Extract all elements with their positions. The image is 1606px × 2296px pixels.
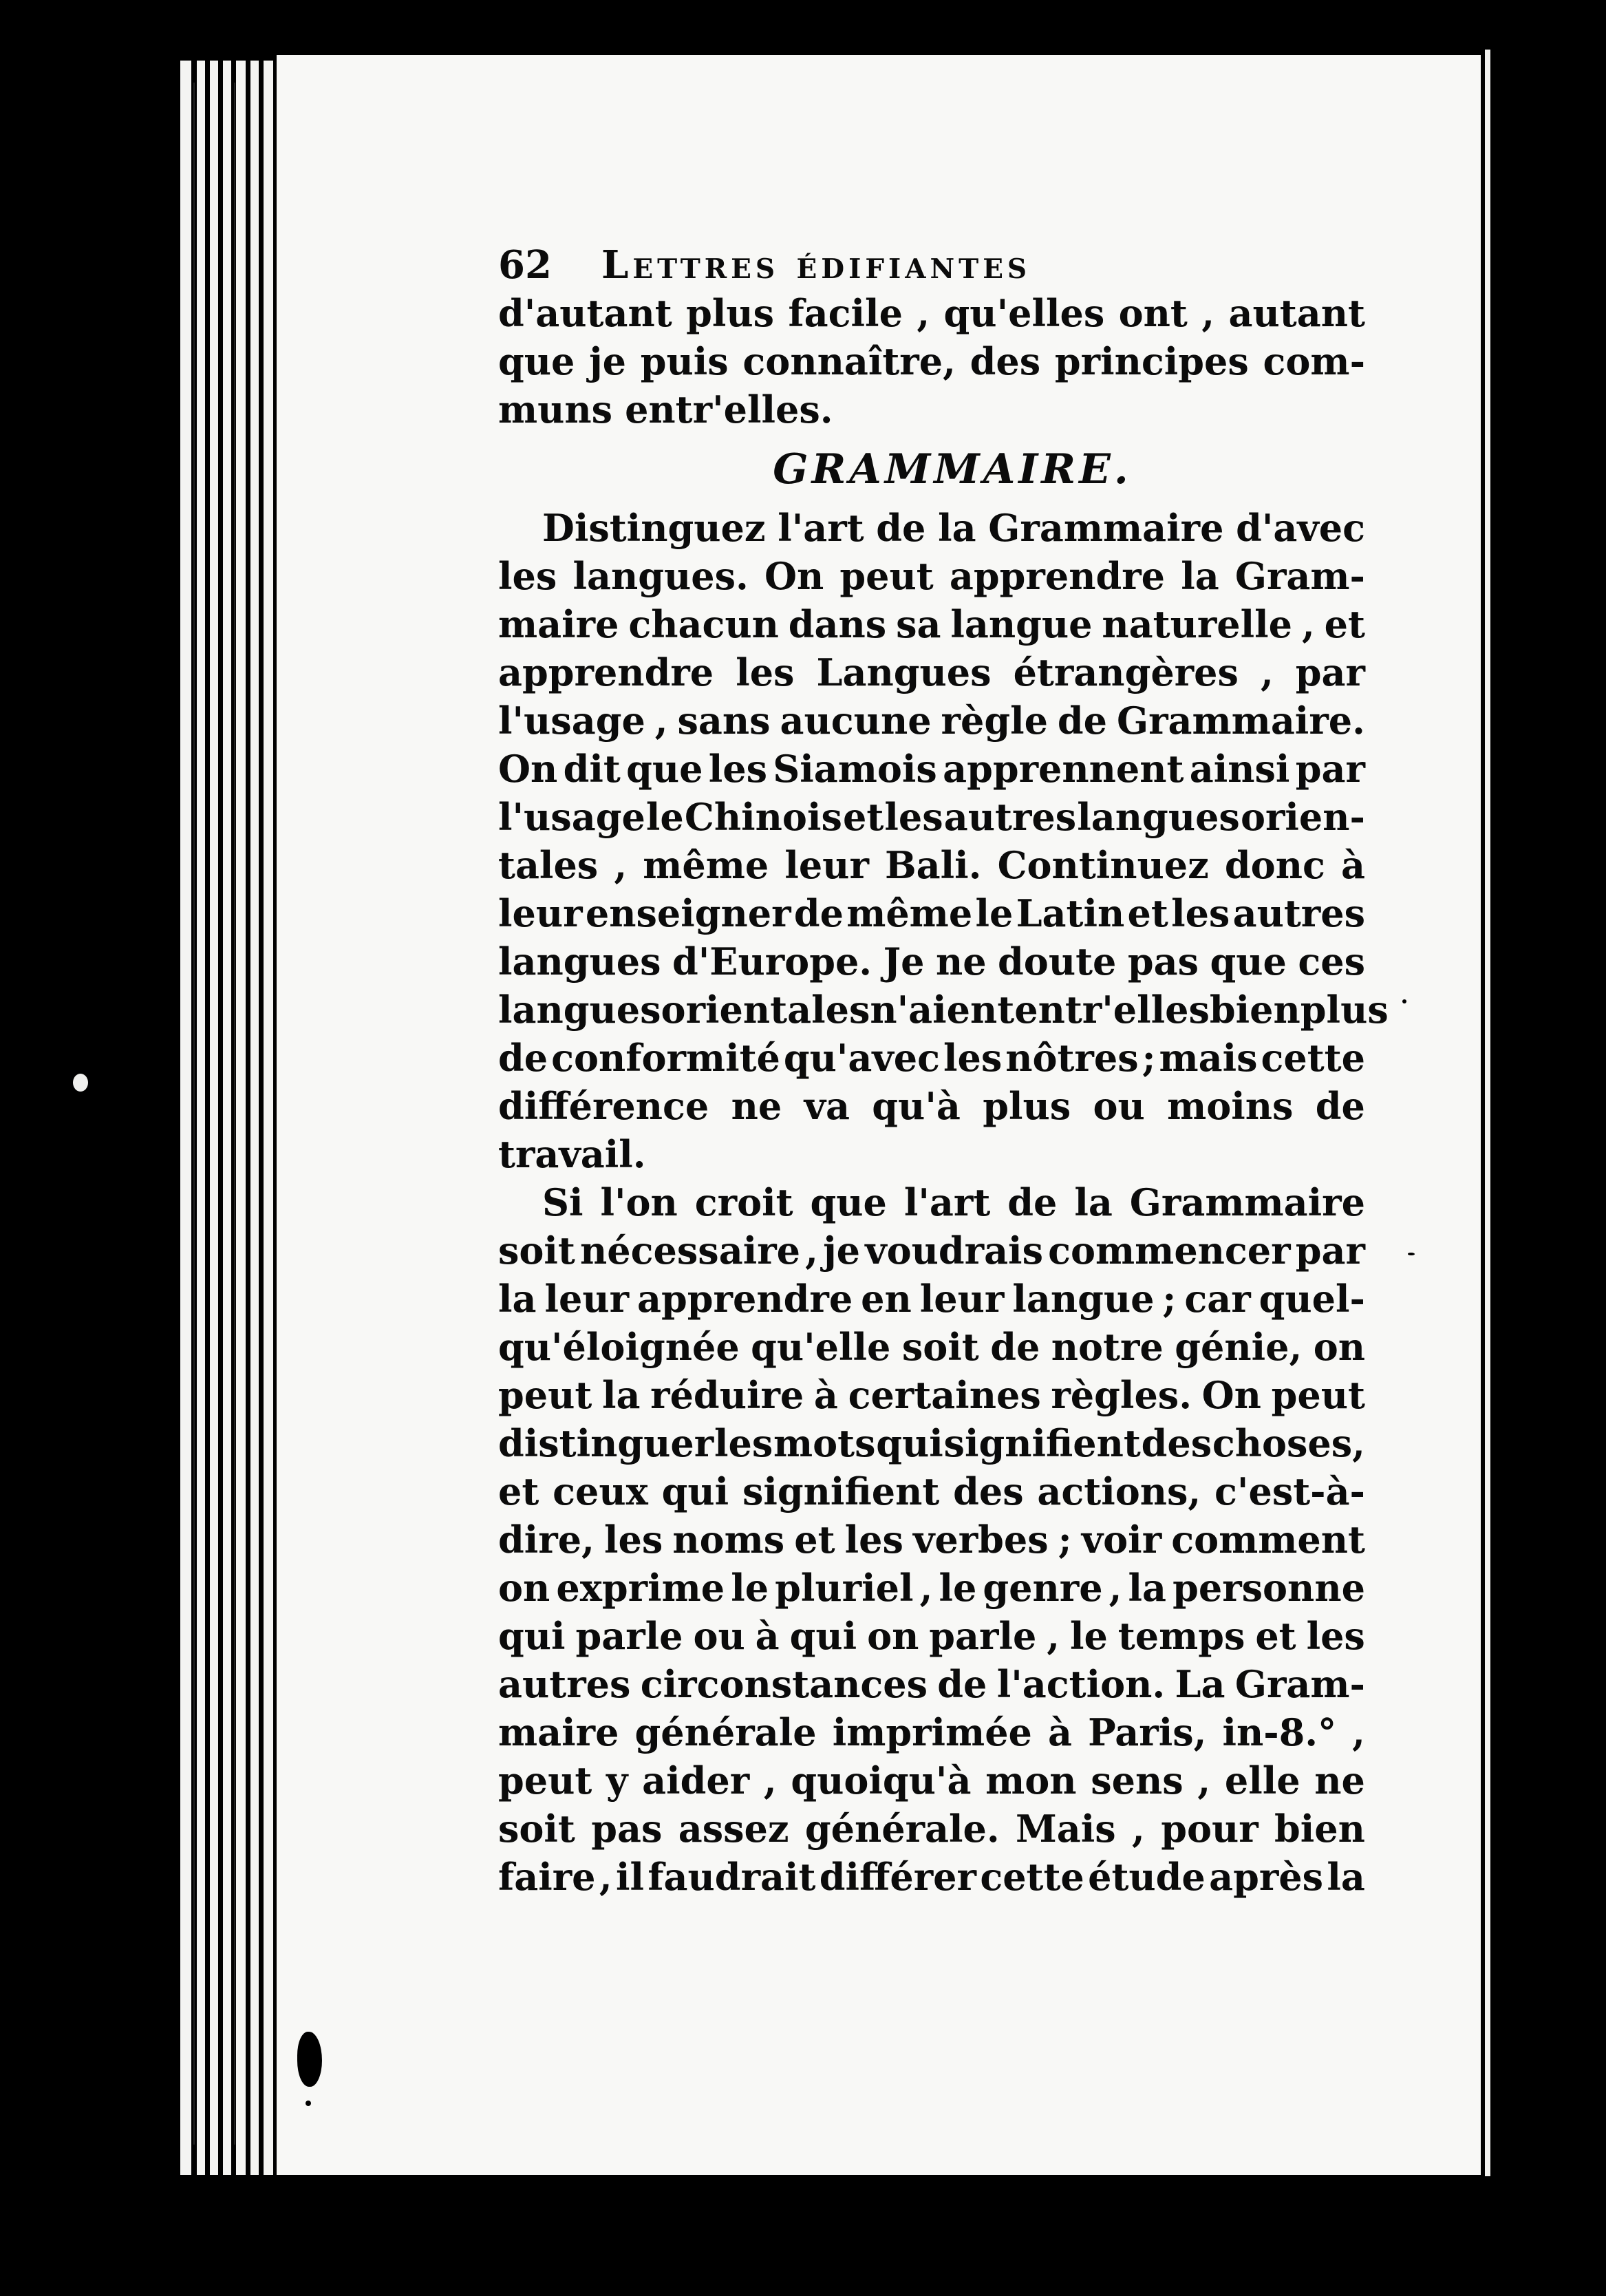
word: qu'elles (943, 291, 1105, 335)
word: exprime (556, 1566, 725, 1610)
word: qui (661, 1469, 729, 1513)
word: parle (929, 1614, 1037, 1658)
page-edge (210, 61, 218, 2175)
word: apprennent (943, 747, 1184, 791)
word: va (804, 1084, 850, 1128)
word: réduire (650, 1373, 804, 1417)
word: verbes (912, 1518, 1049, 1562)
word: et (1127, 891, 1168, 935)
word: voir (1081, 1518, 1162, 1562)
word: Langues (816, 650, 992, 694)
word: Grammaire (988, 506, 1224, 550)
word: de (937, 1662, 987, 1706)
word: règles. (1051, 1373, 1192, 1417)
word: orientales (661, 988, 870, 1032)
word: maire (498, 602, 619, 646)
word: qui (498, 1614, 566, 1658)
word: on (867, 1614, 919, 1658)
word: Je (883, 939, 925, 984)
word: doute (998, 939, 1117, 984)
text-line (498, 552, 1365, 600)
word: de (793, 891, 844, 935)
word: croit (694, 1180, 793, 1224)
word: bien (1209, 988, 1300, 1032)
text-line (498, 337, 1365, 385)
word: Chinois (684, 795, 842, 839)
word: , (599, 1855, 612, 1899)
word: les (603, 1518, 663, 1562)
word: à (813, 1373, 838, 1417)
word: pas (1127, 939, 1199, 984)
edge-shadow (193, 83, 195, 2145)
word: d'autant (498, 291, 672, 335)
word: par (1295, 650, 1365, 694)
ink-blot (297, 2032, 322, 2087)
word: les (708, 747, 767, 791)
text-line (498, 1371, 1365, 1419)
word: après (1209, 1855, 1324, 1899)
word: entr'elles. (625, 387, 833, 432)
word: de (876, 506, 926, 550)
word: signifient (943, 1421, 1141, 1465)
text-line (498, 1323, 1365, 1371)
word: soit (498, 1807, 575, 1851)
text-line (498, 1034, 1365, 1082)
word: dire, (498, 1518, 595, 1562)
word: il (615, 1855, 645, 1899)
word: l'usage (498, 795, 645, 839)
word: ; (1142, 1036, 1156, 1080)
word: , (1197, 1758, 1211, 1803)
word: même (846, 891, 973, 935)
word: temps (1117, 1614, 1245, 1658)
text-line (498, 648, 1365, 697)
word: qui (876, 1421, 943, 1465)
edge-shadow (234, 83, 235, 2145)
word: par (1295, 1229, 1365, 1273)
word: qu'à (872, 1084, 961, 1128)
word: distinguer (498, 1421, 714, 1465)
word: , (1201, 291, 1215, 335)
word: différer (819, 1855, 976, 1899)
word: notre (1051, 1325, 1164, 1369)
word: certaines (848, 1373, 1041, 1417)
word: langue (950, 602, 1093, 646)
word: puis (640, 339, 729, 383)
word: l'on (600, 1180, 678, 1224)
word: les (1171, 891, 1230, 935)
word: On (498, 747, 558, 791)
word: quoiqu'à (791, 1758, 972, 1803)
word: les (714, 1421, 773, 1465)
word: étude (1088, 1855, 1206, 1899)
word: peut (839, 554, 934, 598)
word: com- (1263, 339, 1365, 383)
text-line (498, 1130, 1365, 1178)
text-line (498, 504, 1365, 552)
running-title: Lettres édifiantes (601, 242, 1031, 288)
word: peut (498, 1373, 592, 1417)
word: pas (591, 1807, 663, 1851)
word: principes (1054, 339, 1249, 383)
word: la (1128, 1566, 1167, 1610)
text-line (498, 1516, 1365, 1564)
word: les (943, 1036, 1003, 1080)
page-edge (250, 61, 259, 2175)
word: peut (1271, 1373, 1365, 1417)
word: in-8.° (1222, 1710, 1337, 1754)
word: que (498, 339, 575, 383)
word: les (498, 554, 557, 598)
word: soit (901, 1325, 979, 1369)
word: parle (575, 1614, 683, 1658)
word: cette (980, 1855, 1084, 1899)
word: travail. (498, 1132, 646, 1176)
word: choses, (1212, 1421, 1365, 1465)
word: on (1313, 1325, 1365, 1369)
word: , (763, 1758, 777, 1803)
word: leur (544, 1277, 630, 1321)
word: soit (498, 1229, 575, 1273)
word: le (645, 795, 684, 839)
word: orien- (1240, 795, 1365, 839)
word: et (794, 1518, 835, 1562)
word: y (606, 1758, 628, 1803)
word: naturelle (1102, 602, 1293, 646)
word: qu'elle (751, 1325, 891, 1369)
word: , (1047, 1614, 1060, 1658)
word: générale (634, 1710, 817, 1754)
word: Gram- (1234, 1662, 1365, 1706)
word: leur (784, 843, 869, 887)
word: l'art (778, 506, 864, 550)
word: signifient (742, 1469, 940, 1513)
word: Continuez (997, 843, 1209, 887)
word: enseigner (585, 891, 791, 935)
word: ne (1314, 1758, 1365, 1803)
word: commencer (1048, 1229, 1291, 1273)
word: que (626, 747, 703, 791)
word: quel- (1259, 1277, 1365, 1321)
word: d'avec (1236, 506, 1365, 550)
word: on (498, 1566, 550, 1610)
page-edge (223, 61, 231, 2175)
text-line (498, 385, 1365, 434)
text-line (498, 1708, 1365, 1756)
word: d'Europe. (672, 939, 872, 984)
word: , (919, 1566, 933, 1610)
text-line (498, 1082, 1365, 1130)
word: Si (542, 1180, 583, 1224)
word: la (498, 1277, 537, 1321)
word: règle (941, 699, 1048, 743)
word: Gram- (1234, 554, 1365, 598)
word: les (884, 795, 943, 839)
word: autant (1228, 291, 1365, 335)
text-line (498, 1853, 1365, 1901)
word: apprendre (637, 1277, 853, 1321)
word: ou (1093, 1084, 1145, 1128)
word: le (975, 891, 1014, 935)
word: étrangères (1013, 650, 1239, 694)
word: mon (985, 1758, 1077, 1803)
word: la (1074, 1180, 1113, 1224)
word: langues (498, 988, 661, 1032)
word: imprimée (832, 1710, 1032, 1754)
word: On (764, 554, 824, 598)
word: muns (498, 387, 613, 432)
text-line (498, 289, 1365, 337)
word: et (1324, 602, 1365, 646)
word: assez (678, 1807, 789, 1851)
word: La (1175, 1662, 1225, 1706)
word: que (810, 1180, 887, 1224)
word: la (601, 1373, 641, 1417)
word: entr'elles (1014, 988, 1210, 1032)
scan-speck (73, 1074, 88, 1092)
word: ces (1298, 939, 1365, 984)
word: la (1327, 1855, 1365, 1899)
word: ne (731, 1084, 782, 1128)
word: , (1109, 1566, 1122, 1610)
page-edge (264, 61, 273, 2175)
word: , (1301, 602, 1315, 646)
word: autres (498, 1662, 631, 1706)
word: par (1295, 747, 1365, 791)
word: l'action. (996, 1662, 1166, 1706)
word: aider (642, 1758, 750, 1803)
word: tales (498, 843, 599, 887)
word: faire (498, 1855, 596, 1899)
word: c'est-à- (1214, 1469, 1365, 1513)
word: nôtres (1005, 1036, 1139, 1080)
word: elle (1224, 1758, 1300, 1803)
word: connaître, (742, 339, 956, 383)
word: dit (563, 747, 621, 791)
word: plus (983, 1084, 1071, 1128)
word: Grammaire (1129, 1180, 1365, 1224)
word: de (1007, 1180, 1058, 1224)
word: comment (1171, 1518, 1365, 1562)
word: Siamois (773, 747, 937, 791)
paragraph-2 (498, 1178, 1365, 1901)
word: l'art (903, 1180, 991, 1224)
text-line (498, 600, 1365, 648)
text-line (498, 841, 1365, 889)
text-line (498, 986, 1389, 1034)
word: générale. (804, 1807, 1000, 1851)
word: des (1141, 1421, 1212, 1465)
word: et (498, 1469, 539, 1513)
word: à (1048, 1710, 1073, 1754)
word: personne (1173, 1566, 1365, 1610)
word: n'aient (870, 988, 1015, 1032)
word: le (731, 1566, 769, 1610)
word: ou (693, 1614, 745, 1658)
word: Grammaire. (1116, 699, 1365, 743)
text-line (498, 1564, 1365, 1612)
word: , (1132, 1807, 1145, 1851)
word: de (1315, 1084, 1365, 1128)
running-head (498, 241, 1365, 289)
text-line (498, 1226, 1365, 1275)
word: Mais (1016, 1807, 1116, 1851)
text-line (498, 697, 1365, 745)
section-heading: GRAMMAIRE. (773, 445, 1132, 493)
word: donc (1224, 843, 1325, 887)
word: nécessaire (580, 1229, 801, 1273)
word: ; (1058, 1518, 1072, 1562)
word: et (1255, 1614, 1296, 1658)
word: les (1306, 1614, 1365, 1658)
word: cette (1261, 1036, 1365, 1080)
word: de (1057, 699, 1108, 743)
word: la (1181, 554, 1219, 598)
word: plus (686, 291, 775, 335)
word: moins (1167, 1084, 1294, 1128)
intro-paragraph (498, 289, 1365, 434)
word: ont (1118, 291, 1188, 335)
word: Distinguez (542, 506, 766, 550)
word: de (498, 1036, 548, 1080)
word: je (823, 1229, 861, 1273)
text-block (498, 241, 1389, 1901)
text-line (498, 793, 1365, 841)
word: le (939, 1566, 977, 1610)
word: ceux (553, 1469, 648, 1513)
word: , (917, 291, 930, 335)
word: , (614, 843, 628, 887)
word: mais (1159, 1036, 1258, 1080)
word: pour (1161, 1807, 1259, 1851)
page-edge (236, 61, 246, 2175)
word: Paris, (1088, 1710, 1207, 1754)
word: des (953, 1469, 1024, 1513)
text-line (498, 1178, 1365, 1226)
word: qu'éloignée (498, 1325, 740, 1369)
word: pluriel (775, 1566, 914, 1610)
word: circonstances (640, 1662, 928, 1706)
word: plus (1300, 988, 1389, 1032)
word: je (589, 339, 627, 383)
word: ainsi (1189, 747, 1290, 791)
word: car (1184, 1277, 1251, 1321)
word: et (842, 795, 884, 839)
word: qu'avec (783, 1036, 940, 1080)
text-line (498, 1660, 1365, 1708)
word: leur (919, 1277, 1005, 1321)
word: voudrais (865, 1229, 1043, 1273)
page-edge (197, 61, 205, 2175)
paragraph-1 (498, 504, 1389, 1178)
word: l'usage (498, 699, 645, 743)
word: que (1210, 939, 1287, 984)
text-line (498, 889, 1365, 937)
word: sans (677, 699, 771, 743)
word: chacun (628, 602, 779, 646)
word: à (755, 1614, 780, 1658)
word: sens (1091, 1758, 1184, 1803)
word: autres (1232, 891, 1365, 935)
word: la (938, 506, 976, 550)
word: genre (983, 1566, 1103, 1610)
word: dans (788, 602, 887, 646)
ink-blot (306, 2101, 311, 2106)
word: , (805, 1229, 818, 1273)
word: génie, (1175, 1325, 1303, 1369)
word: Latin (1016, 891, 1125, 935)
word: leur (498, 891, 583, 935)
gutter-edge (1485, 50, 1490, 2176)
word: apprendre (949, 554, 1166, 598)
ink-dot (1402, 999, 1406, 1003)
word: de (990, 1325, 1040, 1369)
word: langues (1077, 795, 1240, 839)
word: actions, (1037, 1469, 1201, 1513)
word: les (844, 1518, 903, 1562)
ink-dot (1408, 1253, 1415, 1255)
text-line (498, 937, 1365, 986)
text-line (498, 1612, 1365, 1660)
text-line (498, 1756, 1365, 1805)
word: maire (498, 1710, 619, 1754)
text-line (498, 1275, 1365, 1323)
word: ne (935, 939, 987, 984)
word: le (1070, 1614, 1108, 1658)
word: langue (1012, 1277, 1155, 1321)
word: différence (498, 1084, 709, 1128)
word: sa (896, 602, 941, 646)
word: à (1340, 843, 1365, 887)
word: bien (1274, 1807, 1365, 1851)
word: même (643, 843, 769, 887)
text-line (498, 1467, 1365, 1516)
word: les (736, 650, 795, 694)
word: facile (788, 291, 903, 335)
word: noms (672, 1518, 785, 1562)
word: aucune (780, 699, 932, 743)
page-number: 62 (498, 242, 552, 288)
text-line (498, 1419, 1365, 1467)
word: langues (498, 939, 661, 984)
word: conformité (551, 1036, 780, 1080)
word: , (1352, 1710, 1365, 1754)
word: langues. (572, 554, 749, 598)
word: qui (789, 1614, 857, 1658)
text-line (498, 1805, 1365, 1853)
word: peut (498, 1758, 592, 1803)
word: autres (943, 795, 1077, 839)
word: , (1260, 650, 1274, 694)
page-edge (180, 61, 191, 2175)
word: faudrait (647, 1855, 816, 1899)
word: en (861, 1277, 912, 1321)
word: apprendre (498, 650, 714, 694)
word: des (970, 339, 1041, 383)
word: On (1201, 1373, 1261, 1417)
text-line (498, 745, 1365, 793)
word: Bali. (885, 843, 982, 887)
word: ; (1162, 1277, 1177, 1321)
word: , (654, 699, 668, 743)
word: mots (773, 1421, 876, 1465)
